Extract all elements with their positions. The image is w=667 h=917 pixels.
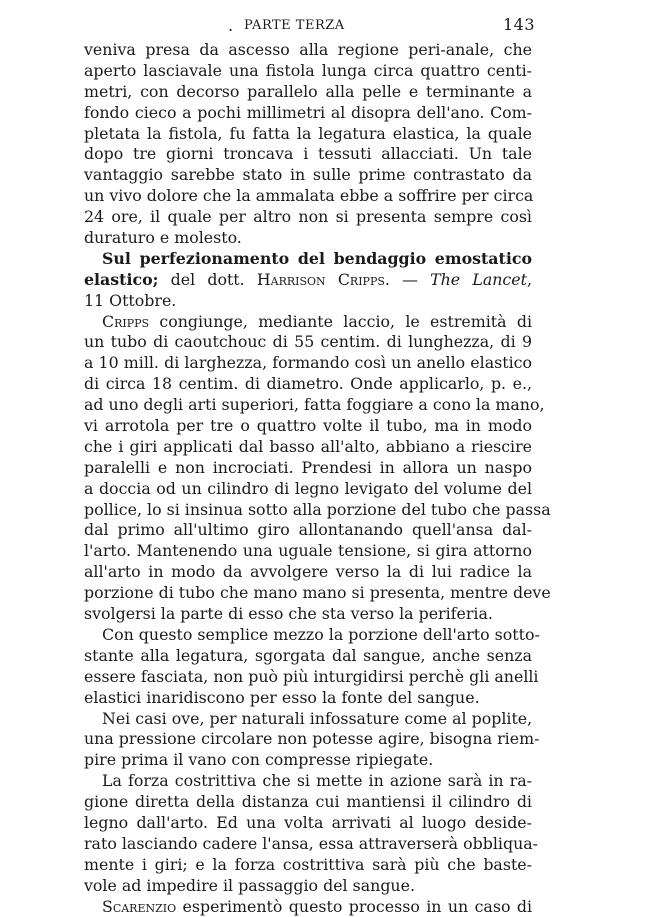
text-line: rato lasciando cadere l'ansa, essa attraverserà obbliqua- (84, 833, 538, 853)
text-line: pire prima il vano con compresse ripiegate. (84, 750, 434, 770)
text-line: porzione di tubo che mano mano si presenta, mentre deve (84, 583, 551, 603)
byline-separator: . — (384, 269, 431, 289)
article-heading: Sul perfezionamento del bendaggio emostatico (102, 248, 532, 268)
text-line: duraturo e molesto. (84, 228, 242, 248)
text-line: gione diretta della distanza cui mantiensi il cilindro di (84, 792, 532, 812)
text-line: fondo cieco a pochi millimetri al disopra dell'ano. Com- (84, 102, 532, 122)
text-line: un vivo dolore che la ammalata ebbe a soffrire per circa (84, 186, 534, 206)
author-name: Cripps (102, 311, 150, 331)
text-line: Nei casi ove, per naturali infossature come al poplite, (102, 708, 533, 728)
text-line: pollice, lo si insinua sotto alla porzione del tubo che passa (84, 499, 551, 519)
author-name: Scarenzio (102, 896, 177, 916)
text-line: vantaggio sarebbe stato in sulle prime contrastato da (84, 165, 532, 185)
section-title: PARTE TERZA (244, 18, 345, 33)
text-line: stante alla legatura, sgorgata dal sangue, anche senza (84, 645, 532, 665)
text-line: essere fasciata, non può più inturgidirsi perchè gli anelli (84, 666, 539, 686)
heading-continuation: elastico; (84, 269, 159, 289)
text-line: 24 ore, il quale per altro non si presenta sempre così (84, 207, 532, 227)
byline-text: del dott. (158, 269, 257, 289)
text-line: all'arto in modo da avvolgere verso la di lui radice la (84, 562, 532, 582)
journal-name: The Lancet (430, 269, 527, 289)
text-line: che i giri applicati dal basso all'alto, abbiano a riescire (84, 436, 532, 456)
text-line: di circa 18 centim. di diametro. Onde applicarlo, p. e., (84, 374, 532, 394)
text-line: l'arto. Mantenendo una uguale tensione, si gira attorno (84, 541, 532, 561)
text-line: vi arrotola per tre o quattro volte il tubo, ma in modo (84, 416, 532, 436)
text-line: La forza costrittiva che si mette in azione sarà in ra- (102, 771, 532, 791)
header-dot: . (228, 16, 234, 35)
text-line: una pressione circolare non potesse agire, bisogna riem- (84, 729, 540, 749)
text-line: Con questo semplice mezzo la porzione dell'arto sotto- (102, 624, 540, 644)
page-number: 143 (502, 15, 535, 34)
text-line: elastici inaridiscono per esso la fonte del sangue. (84, 687, 480, 707)
text-line: dopo tre giorni troncava i tessuti allacciati. Un tale (84, 144, 532, 164)
author-name: Harrison Cripps (256, 269, 385, 289)
text-fragment: esperimentò questo processo in un caso di (176, 896, 532, 916)
byline-end: , (526, 269, 532, 289)
article-byline (84, 270, 532, 291)
body-text (84, 40, 551, 917)
text-line: vole ad impedire il passaggio del sangue. (84, 875, 415, 895)
running-header (228, 15, 535, 38)
text-line (84, 312, 532, 333)
text-line: pletata la fistola, fu fatta la legatura elastica, la quale (84, 123, 532, 143)
text-line: a 10 mill. di larghezza, formando così un anello elastico (84, 353, 532, 373)
article-date: 11 Ottobre. (84, 290, 177, 310)
text-line: svolgersi la parte di esso che sta verso la periferia. (84, 604, 493, 624)
text-line: un tubo di caoutchouc di 55 centim. di lunghezza, di 9 (84, 332, 532, 352)
text-line: mente i giri; e la forza costrittiva sarà più che baste- (84, 854, 532, 874)
text-line: veniva presa da ascesso alla regione peri-anale, che (84, 40, 532, 59)
text-line: a doccia od un cilindro di legno levigato del volume del (84, 478, 532, 498)
text-line: legno dall'arto. Ed una volta arrivati al luogo deside- (84, 812, 532, 832)
text-line: dal primo all'ultimo giro allontanando quell'ansa dal- (84, 520, 532, 540)
text-line: ad uno degli arti superiori, fatta foggiare a cono la mano, (84, 395, 545, 415)
text-line: aperto lasciavale una fistola lunga circa quattro centi- (84, 60, 532, 80)
text-line: metri, con decorso parallelo alla pelle e terminante a (84, 81, 532, 101)
text-line: paralelli e non incrociati. Prendesi in allora un naspo (84, 457, 532, 477)
text-fragment: congiunge, mediante laccio, le estremità di (149, 311, 532, 331)
